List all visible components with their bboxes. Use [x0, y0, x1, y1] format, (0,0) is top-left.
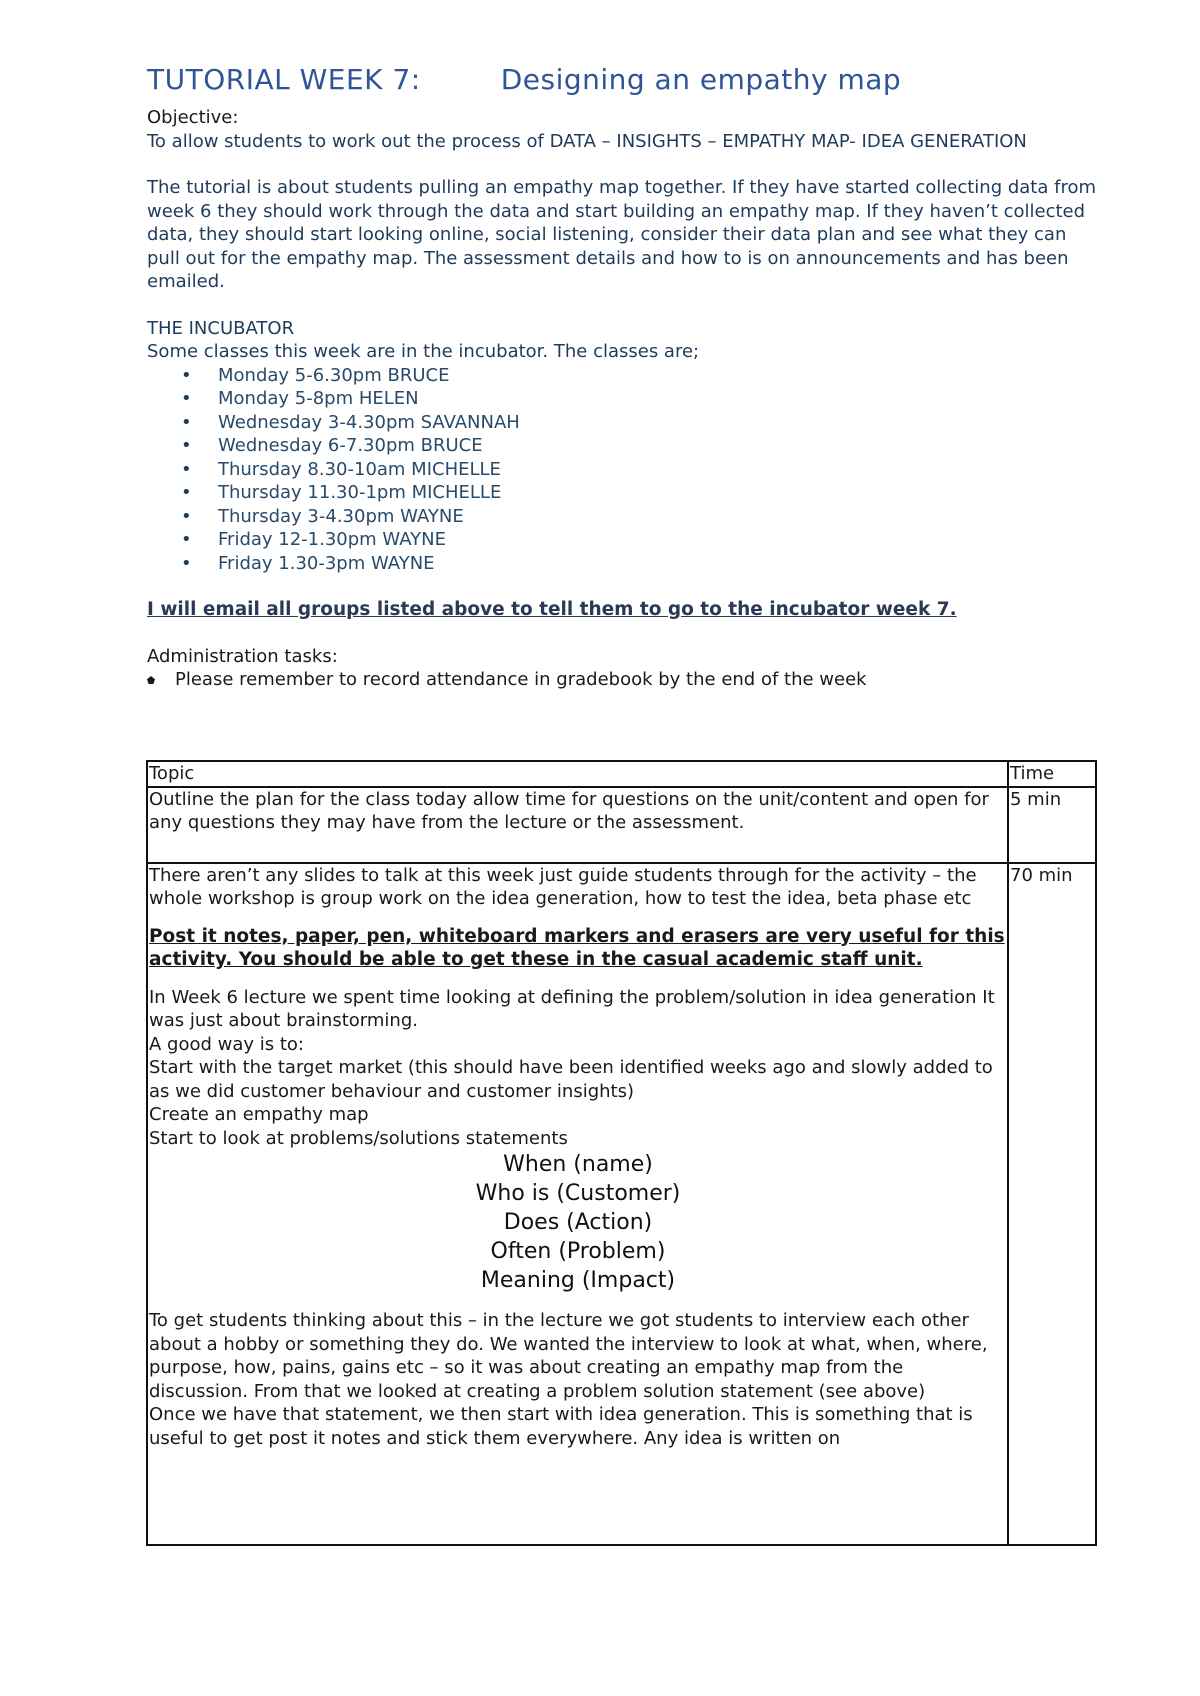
row2-line: Start with the target market (this should have been identified weeks ago and slowly added to as we did customer behaviour and customer insights)	[149, 1057, 993, 1102]
list-item: • Monday 5-8pm HELEN	[147, 387, 1097, 411]
statement-line: Often (Problem)	[490, 1239, 666, 1264]
row2-paragraph: To get students thinking about this – in the lecture we got students to interview each other about a hobby or something they do. We wanted the interview to look at what, when, where, purpose, how, pains, gains etc – so it was about creating an empathy map from the discussion. From that we looked at creating a problem solution statement (see above)	[149, 1310, 988, 1402]
title-main: Designing an empathy map	[500, 63, 902, 96]
list-item: • Thursday 8.30-10am MICHELLE	[147, 458, 1097, 482]
row1-time: 5 min	[1008, 787, 1096, 863]
objective-text: To allow students to work out the process of DATA – INSIGHTS – EMPATHY MAP- IDEA GENERATION	[147, 130, 1027, 152]
row2-paragraph: Once we have that statement, we then start with idea generation. This is something that is useful to get post it notes and stick them everywhere. Any idea is written on	[149, 1404, 973, 1449]
row2-line: Start to look at problems/solutions statements	[149, 1127, 568, 1149]
list-item: • Wednesday 3-4.30pm SAVANNAH	[147, 411, 1097, 435]
list-item: • Friday 12-1.30pm WAYNE	[147, 528, 1097, 552]
row2-paragraph: There aren’t any slides to talk at this week just guide students through for the activity – the whole workshop is group work on the idea generation, how to test the idea, beta phase etc	[149, 864, 977, 909]
supplies-note: Post it notes, paper, pen, whiteboard markers and erasers are very useful for this activity. You should be able to get these in the casual academic staff unit.	[149, 925, 1005, 970]
statement-line: Does (Action)	[503, 1210, 653, 1235]
title-prefix: TUTORIAL WEEK 7:	[147, 63, 421, 96]
row2-time: 70 min	[1008, 863, 1096, 1545]
objective-label: Objective:	[147, 107, 239, 128]
row2-line: A good way is to:	[149, 1033, 304, 1055]
row2-paragraph: In Week 6 lecture we spent time looking at defining the problem/solution in idea generation It was just about brainstorming.	[149, 986, 995, 1031]
table-row	[147, 863, 1096, 1545]
list-item: • Monday 5-6.30pm BRUCE	[147, 364, 1097, 388]
row2-topic	[147, 863, 1008, 1545]
row2-line: Create an empathy map	[149, 1104, 369, 1125]
admin-task-list	[147, 668, 1097, 692]
table-row	[147, 787, 1096, 863]
incubator-lead: Some classes this week are in the incubator. The classes are;	[147, 341, 700, 362]
table-header-row	[147, 761, 1096, 787]
list-item: • Thursday 11.30-1pm MICHELLE	[147, 481, 1097, 505]
time-header: Time	[1008, 761, 1096, 787]
statement-line: When (name)	[503, 1152, 653, 1177]
incubator-class-list	[147, 364, 1097, 576]
list-item: • Thursday 3-4.30pm WAYNE	[147, 505, 1097, 529]
list-item: Please remember to record attendance in gradebook by the end of the week	[147, 668, 1097, 692]
statement-line: Who is (Customer)	[475, 1181, 681, 1206]
plan-table	[146, 760, 1097, 1546]
statement-line: Meaning (Impact)	[480, 1268, 676, 1293]
list-item: • Wednesday 6-7.30pm BRUCE	[147, 434, 1097, 458]
incubator-heading: THE INCUBATOR	[147, 317, 295, 339]
document-page	[147, 58, 1097, 692]
intro-paragraph: The tutorial is about students pulling an empathy map together. If they have started collecting data from week 6 they should work through the data and start building an empathy map. If they haven’t collected data, they should start looking online, social listening, consider their data plan and see what they can pull out for the empathy map. The assessment details and how to is on announcements and has been emailed.	[147, 177, 1096, 292]
email-note: I will email all groups listed above to tell them to go to the incubator week 7.	[147, 599, 957, 620]
list-item: • Friday 1.30-3pm WAYNE	[147, 552, 1097, 576]
topic-header: Topic	[147, 761, 1008, 787]
admin-heading: Administration tasks:	[147, 645, 338, 667]
page-title	[147, 58, 1097, 106]
row1-topic: Outline the plan for the class today allow time for questions on the unit/content and open for any questions they may have from the lecture or the assessment.	[147, 787, 1008, 863]
